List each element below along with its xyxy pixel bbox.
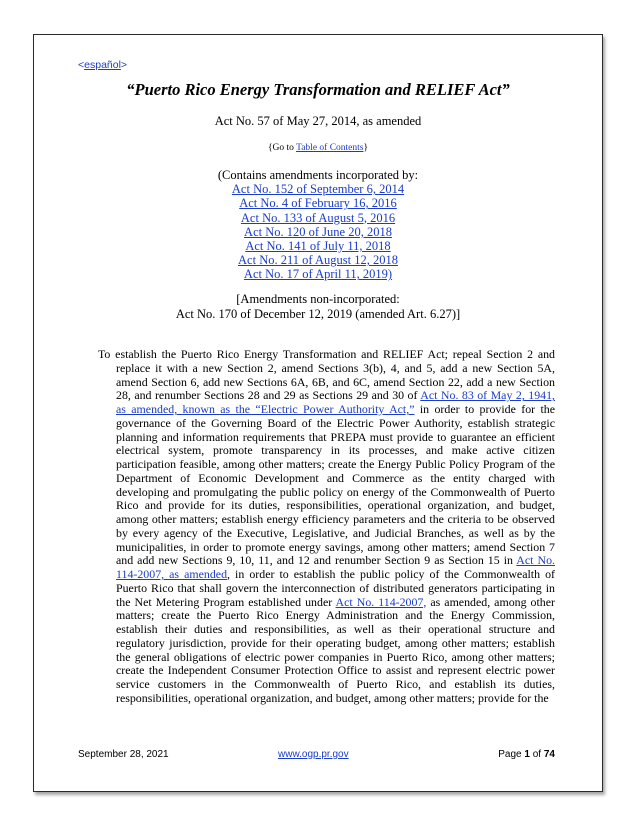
non-incorporated-item: Act No. 170 of December 12, 2019 (amended Art. 6.27)]: [175, 307, 461, 321]
footer-date: September 28, 2021: [78, 749, 169, 760]
goto-toc: {Go to Table of Contents}: [267, 143, 369, 153]
amendment-link[interactable]: Act No. 152 of September 6, 2014: [231, 182, 405, 197]
act-line: Act No. 57 of May 27, 2014, as amended: [214, 114, 422, 128]
amendment-link[interactable]: Act No. 17 of April 11, 2019): [243, 267, 393, 282]
page-footer: [78, 749, 555, 763]
footer-site-link[interactable]: www.ogp.pr.gov: [278, 749, 349, 760]
page-number: Page 1 of 74: [498, 749, 555, 760]
amendment-link[interactable]: Act No. 211 of August 12, 2018: [238, 253, 398, 268]
language-switch: <español>: [78, 59, 128, 71]
non-incorporated-heading: [Amendments non-incorporated:: [236, 292, 400, 306]
amendment-link[interactable]: Act No. 4 of February 16, 2016: [239, 196, 397, 211]
summary-paragraph: To establish the Puerto Rico Energy Transformation and RELIEF Act; repeal Section 2 and replace it with a new Section 2, amend Sections 3(b), 4, and 5, add a new Section 5A, amend Section 6, add new Sections 6A, 6B, and 6C, amend Section 22, add a new Section 28, and renumber Sections 28 and 29 as Sections 29 and 30 of Act No. 83 of May 2, 1941, as amended, known as the “Electric Power Authority Act,” in order to provide for the governance of the Governing Board of the Electric Power Authority, establish strategic planning and information requirements that PREPA must provide to guarantee an efficient electrical system, promote transparency in its processes, and make active citizen participation feasible, among other matters; create the Energy Public Policy Program of the Department of Economic Development and Commerce as the entity charged with developing and promulgating the public policy on energy of the Commonwealth of Puerto Rico and provide for its duties, responsibilities, operational organization, and budget, among other matters; establish energy efficiency parameters and the criteria to be observed by every agency of the Executive, Legislative, and Judicial Branches, as well as by the municipalities, in order to promote energy savings, among other matters; amend Section 7 and add new Sections 9, 10, 11, and 12 and renumber Section 9 as Section 15 in Act No. 114-2007, as amended, in order to establish the public policy of the Commonwealth of Puerto Rico that shall govern the interconnection of distributed generators participating in the Net Metering Program established under Act No. 114-2007, as amended, among other matters; create the Puerto Rico Energy Administration and the Energy Commission, establish their duties and responsibilities, as well as their operational structure and regulatory jurisdiction, provide for their operating budget, among other matters; establish the general obligations of electric power companies in Puerto Rico, among other matters; create the Independent Consumer Protection Office to assist and represent electric power service customers in the Commonwealth of Puerto Rico, and establish its duties, responsibilities, operational organization, and budget, among other matters; provide for the: [98, 347, 556, 705]
act-114-link[interactable]: Act No. 114-2007, as amended: [116, 553, 555, 581]
non-incorporated-block: [0, 292, 636, 322]
espanol-link[interactable]: español: [84, 59, 121, 71]
act-83-link[interactable]: Act No. 83 of May 2, 1941, as amended, known as the “Electric Power Authority Act,”: [116, 388, 556, 416]
amendments-heading: (Contains amendments incorporated by:: [217, 168, 419, 182]
amendments-block: [0, 168, 636, 282]
amendment-link[interactable]: Act No. 120 of June 20, 2018: [244, 224, 392, 239]
document-title: “Puerto Rico Energy Transformation and RELIEF Act”: [126, 80, 510, 99]
amendment-link[interactable]: Act No. 133 of August 5, 2016: [240, 210, 396, 225]
act-114-link-2[interactable]: Act No. 114-2007,: [335, 594, 427, 609]
amendment-link[interactable]: Act No. 141 of July 11, 2018: [245, 239, 391, 254]
act-summary: [98, 348, 555, 706]
table-of-contents-link[interactable]: Table of Contents: [296, 143, 364, 153]
